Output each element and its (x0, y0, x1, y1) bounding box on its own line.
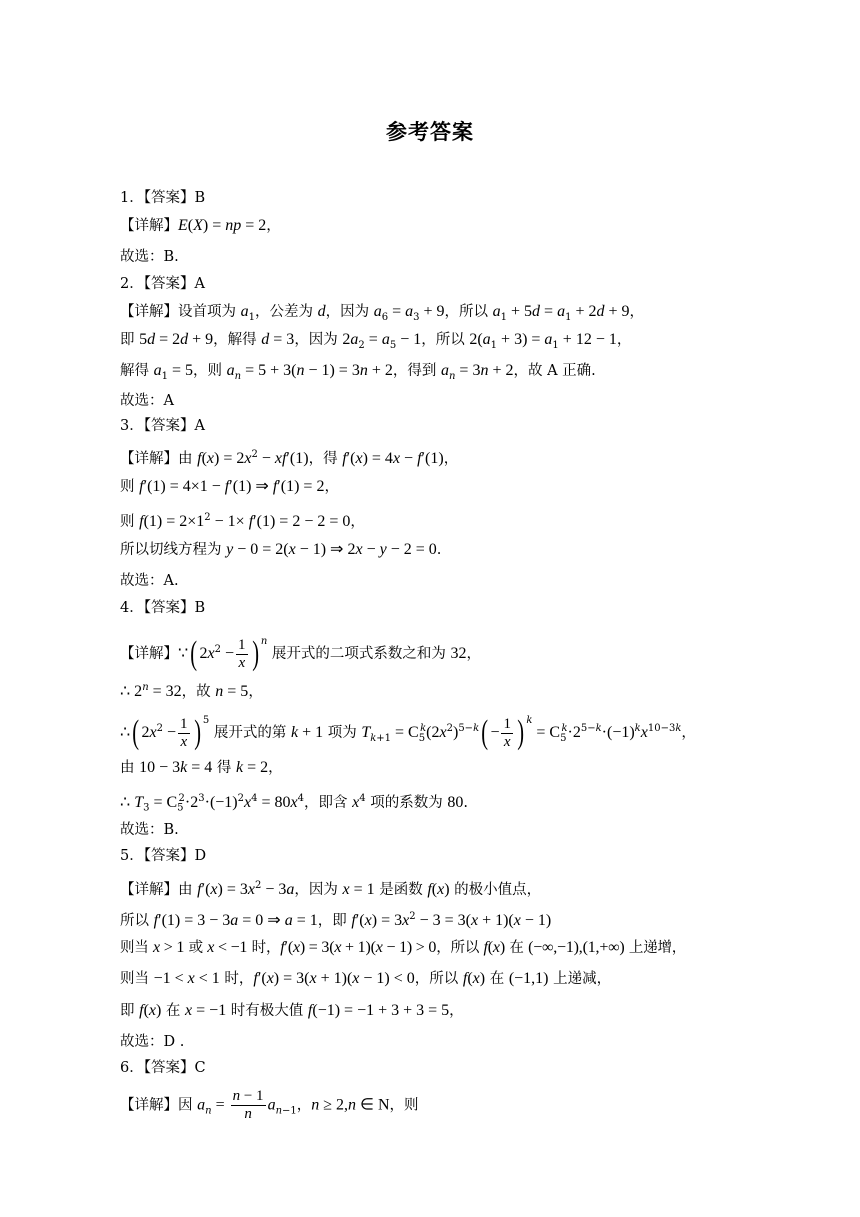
detail-5-line-3: 则当 x > 1 或 x < −1 时，f′(x) = 3(x + 1)(x − 1) > 0，所以 f(x) 在 (−∞,−1),(1,+∞) 上递增， (120, 939, 687, 956)
choice-4: 故选：B. (120, 822, 179, 838)
detail-5-line-1: 【详解】由 $f'(x) = 3x^2 - 3a$，因为 x = 1 是函数 f(x) 的极小值点， (120, 880, 542, 898)
answer-4: 4．【答案】B (120, 600, 206, 616)
detail-2-line-1: 【详解】设首项为 $a_1$，公差为 d，因为 $a_6 = a_3 + 9$，所以 $a_1 + 5d = a_1 + 2d + 9$， (120, 303, 644, 323)
detail-4-line-5: ∴ $T_3 = C_5^2\cdot 2^3\cdot(-1)^2x^4 = 80x^4$，即含 $x^4$ 项的系数为 80. (120, 793, 468, 814)
page-title: 参考答案 (386, 120, 474, 144)
detail-5-line-5: 即 f(x) 在 x = −1 时有极大值 f(−1) = −1 + 3 + 3 = 5， (120, 1002, 464, 1019)
detail-4-line-3: ∴( $2x^2$ − $\frac{1}{x}$ ) $^5$ 展开式的第 k + 1 项为 $T_{k+1} = C_5^k(2x^2)^{5-k}$( − $\frac{1}{x}$ ) $^k = C_5^k\cdot 2^{5-k}\cdot(-1)^kx^{10-3k}$， (120, 714, 696, 751)
detail-5-line-2: 所以 f′(1) = 3 − 3a = 0 ⇒ a = 1，即 $f'(x) = 3x^2 - 3 = 3(x + 1)(x - 1)$ (120, 911, 552, 929)
choice-3: 故选：A. (120, 573, 179, 589)
answer-1: 1．【答案】B (120, 190, 206, 206)
answer-6: 6．【答案】C (120, 1060, 206, 1076)
detail-4-line-2: ∴ $2^n = 32$，故 n = 5， (120, 682, 263, 700)
detail-4-line-4: 由 10 − 3k = 4 得 k = 2， (120, 759, 283, 776)
detail-6-line-1: 【详解】因 $a_n$ = $\frac{n - 1}{n}$ $a_{n-1}$，n ≥ 2,n ∈ N，则 (120, 1088, 419, 1122)
answer-3: 3．【答案】A (120, 418, 205, 434)
detail-5-line-4: 则当 −1 < x < 1 时，f′(x) = 3(x + 1)(x − 1) < 0，所以 f(x) 在 (−1,1) 上递减， (120, 970, 612, 987)
detail-1: 【详解】E(X) = np = 2， (120, 217, 281, 234)
answer-2: 2．【答案】A (120, 276, 205, 292)
choice-1: 故选：B. (120, 249, 179, 265)
detail-3-line-4: 所以切线方程为 y − 0 = 2(x − 1) ⇒ 2x − y − 2 = 0. (120, 541, 442, 558)
choice-5: 故选：D . (120, 1034, 185, 1050)
detail-2-line-3: 解得 $a_1 = 5$，则 $a_n = 5 + 3(n - 1) = 3n + 2$，得到 $a_n = 3n + 2$，故 A 正确. (120, 362, 596, 382)
detail-2-line-2: 即 5d = 2d + 9，解得 d = 3，因为 $2a_2 = a_5 - 1$，所以 $2(a_1 + 3) = a_1 + 12 - 1$， (120, 331, 632, 351)
detail-3-line-1: 【详解】由 $f(x) = 2x^2 - xf'(1)$，得 f′(x) = 4x − f′(1)， (120, 449, 459, 467)
answer-5: 5．【答案】D (120, 848, 207, 864)
choice-2: 故选：A (120, 393, 174, 409)
detail-4-line-1: 【详解】∵( $2x^2$ − $\frac{1}{x}$ ) $^n$ 展开式的二项式系数之和为 32， (120, 635, 482, 672)
detail-3-line-2: 则 f′(1) = 4×1 − f′(1) ⇒ f′(1) = 2， (120, 478, 339, 495)
detail-3-line-3: 则 $f(1) = 2\times 1^2 - 1\times f'(1) = 2 - 2 = 0$， (120, 512, 365, 530)
